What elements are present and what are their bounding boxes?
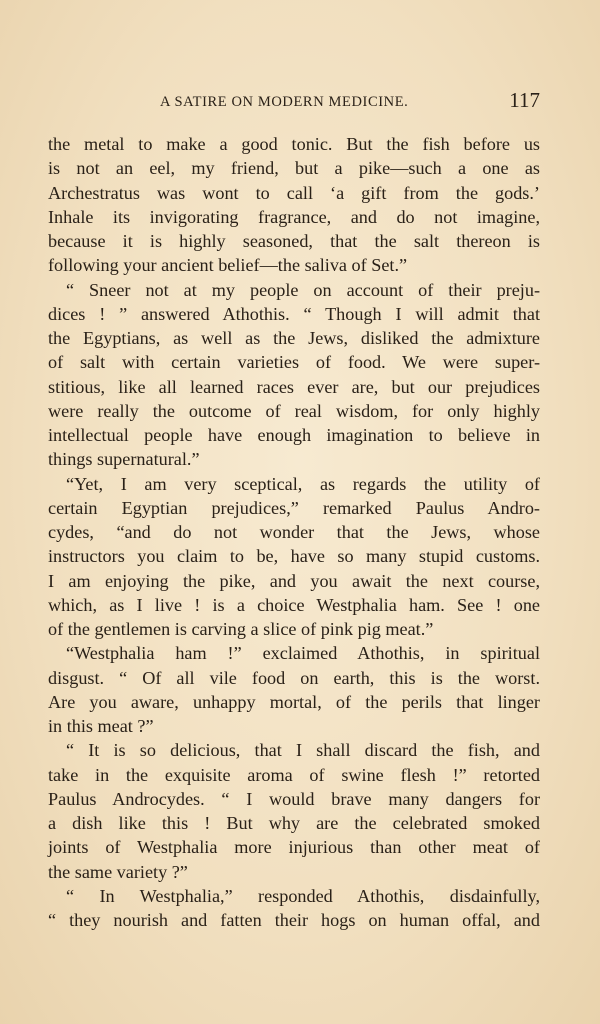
text-line: Archestratus was wont to call ‘a gift from the gods.’ [48,182,540,203]
text-line: I am enjoying the pike, and you await the next course, [48,570,540,591]
text-line: is not an eel, my friend, but a pike—such a one as [48,158,540,179]
text-line: Paulus Androcydes. “ I would brave many dangers for [48,788,540,809]
page-number: 117 [509,88,540,112]
text-line: in this meat ?” [48,716,154,736]
text-line: following your ancient belief—the saliva of Set.” [48,255,408,276]
text-line: “ Sneer not at my people on account of their preju- [66,279,540,300]
body-text [48,132,540,932]
text-line: of the gentlemen is carving a slice of pink pig meat.” [48,619,434,639]
text-line: cydes, “and do not wonder that the Jews, whose [48,522,540,542]
text-line: things supernatural.” [48,449,200,470]
text-line: of salt with certain varieties of food. We were super- [48,352,540,373]
text-line: disgust. “ Of all vile food on earth, this is the worst. [48,667,540,688]
text-line: which, as I live ! is a choice Westphalia ham. See ! one [48,594,540,615]
text-line: were really the outcome of real wisdom, for only highly [48,400,540,421]
text-line: instructors you claim to be, have so many stupid customs. [48,546,540,567]
text-line: a dish like this ! But why are the celebrated smoked [48,813,540,833]
text-line: the Egyptians, as well as the Jews, disliked the admixture [48,328,540,348]
text-line: “Yet, I am very sceptical, as regards the utility of [66,473,540,494]
text-line: “ they nourish and fatten their hogs on human offal, and [48,910,540,930]
text-line: because it is highly seasoned, that the salt thereon is [48,231,540,251]
text-line: the metal to make a good tonic. But the fish before us [48,134,540,154]
text-line: certain Egyptian prejudices,” remarked Paulus Andro- [48,497,540,518]
running-head-title: A SATIRE ON MODERN MEDICINE. [160,94,409,110]
text-line: “ It is so delicious, that I shall discard the fish, and [66,740,540,761]
text-line: intellectual people have enough imagination to believe in [48,425,540,445]
text-line: take in the exquisite aroma of swine flesh !” retorted [48,764,540,785]
text-line: “ In Westphalia,” responded Athothis, disdainfully, [66,885,540,906]
text-line: joints of Westphalia more injurious than other meat of [48,837,540,858]
text-line: stitious, like all learned races ever are, but our prejudices [48,376,540,397]
text-line: Are you aware, unhappy mortal, of the perils that linger [48,691,540,712]
text-line: “Westphalia ham !” exclaimed Athothis, in spiritual [66,643,540,664]
text-line: the same variety ?” [48,861,188,882]
text-line: dices ! ” answered Athothis. “ Though I will admit that [48,303,540,324]
text-line: Inhale its invigorating fragrance, and do not imagine, [48,206,540,227]
running-head [48,88,542,116]
